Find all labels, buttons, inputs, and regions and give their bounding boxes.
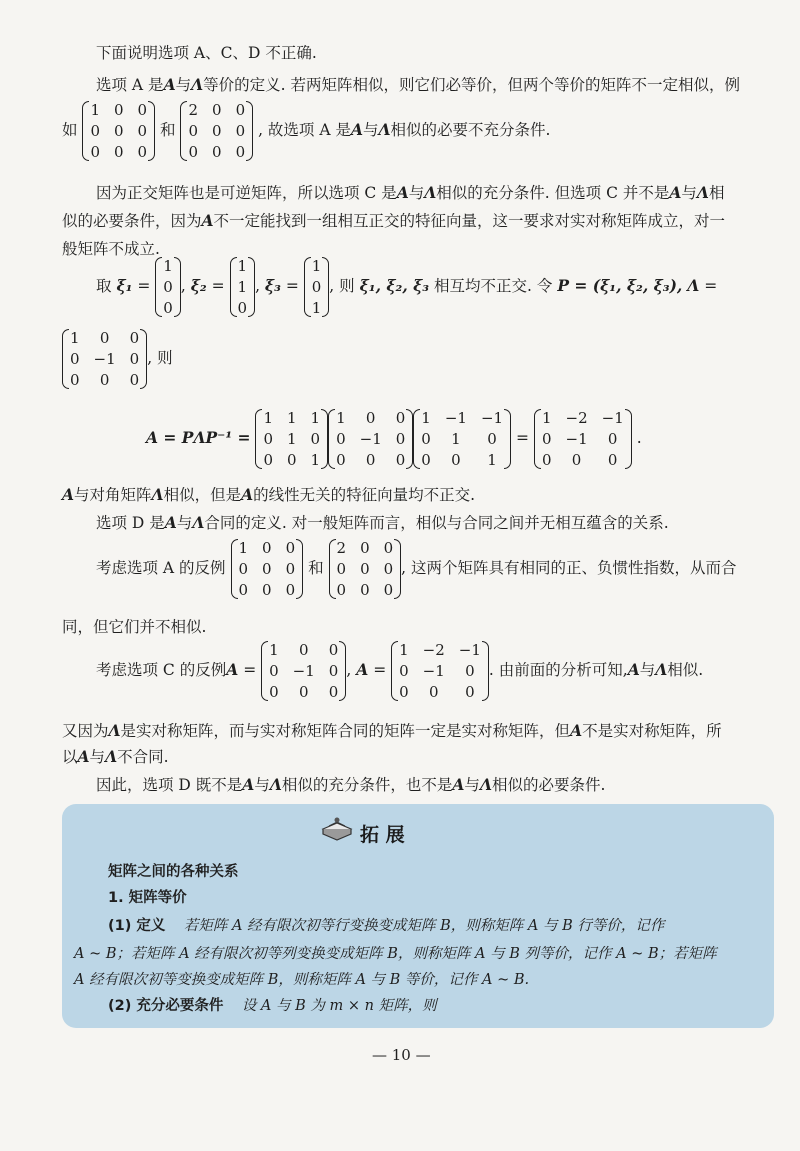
- matrix-entry: −1: [292, 662, 315, 680]
- matrix-entry: 0: [383, 581, 394, 599]
- matrix-entry: 0: [451, 451, 461, 469]
- matrix-entry: 0: [336, 581, 347, 599]
- matrix-entry: 0: [188, 143, 199, 161]
- matrix-entry: 0: [298, 641, 309, 659]
- matrix-entry: 0: [188, 122, 199, 140]
- text-line: 考虑选项 C 的反例A = 1 0 0 0 −1 0 0 0 0 , A = 1 −2 −1 0 −1 0 0 0 0 . 由前面的分析可知,A与Λ相似.: [96, 641, 704, 701]
- text-line: 如 1 0 0 0 0 0 0 0 0 和 2 0 0 0 0 0 0 0 0 , 故选项 A 是A与Λ相似的必要不充分条件.: [62, 101, 551, 161]
- book-icon: [320, 815, 354, 843]
- matrix-entry: 0: [336, 451, 346, 469]
- matrix-entry: 0: [395, 451, 406, 469]
- matrix-entry: 0: [360, 581, 370, 599]
- matrix: [328, 408, 413, 470]
- matrix-entry: 0: [263, 451, 273, 469]
- matrix-entry: 0: [311, 278, 322, 296]
- matrix-entry: 0: [285, 539, 296, 557]
- matrix-entry: 0: [262, 560, 272, 578]
- matrix-entry: 0: [541, 430, 552, 448]
- matrix-entry: 1: [310, 451, 321, 469]
- matrix-entry: −2: [422, 641, 445, 659]
- matrix-entry: 0: [212, 143, 222, 161]
- matrix-entry: 2: [336, 539, 347, 557]
- matrix: [391, 640, 489, 702]
- matrix: [255, 408, 328, 470]
- matrix-entry: 0: [399, 683, 409, 701]
- matrix-entry: 0: [238, 581, 249, 599]
- text-line: 1 0 0 0 −1 0 0 0 0 , 则: [62, 328, 173, 390]
- expansion-subheading: 1. 矩阵等价: [108, 890, 187, 906]
- expansion-title: 拓 展: [360, 824, 405, 846]
- matrix-entry: 0: [262, 581, 272, 599]
- matrix: [534, 408, 632, 470]
- text-line: 考虑选项 A 的反例 1 0 0 0 0 0 0 0 0 和 2 0 0 0 0 0 0 0 0 , 这两个矩阵具有相同的正、负惯性指数，从而合: [96, 539, 737, 599]
- matrix-entry: −1: [444, 409, 467, 427]
- matrix-entry: 0: [212, 122, 222, 140]
- matrix-entry: 1: [70, 329, 80, 347]
- matrix-entry: 1: [286, 430, 297, 448]
- matrix-entry: 0: [395, 409, 406, 427]
- matrix-entry: 1: [421, 409, 431, 427]
- matrix-entry: 0: [360, 539, 370, 557]
- matrix: [62, 328, 147, 390]
- matrix-entry: 0: [383, 560, 394, 578]
- matrix-entry: 0: [310, 430, 321, 448]
- matrix-entry: 0: [336, 560, 347, 578]
- text-line: 下面说明选项 A、C、D 不正确.: [96, 44, 317, 62]
- matrix-entry: 1: [263, 409, 273, 427]
- matrix-entry: 0: [163, 278, 173, 296]
- matrix-entry: 0: [541, 451, 552, 469]
- matrix-entry: 0: [70, 350, 80, 368]
- matrix-entry: 0: [263, 430, 273, 448]
- equation: A = PΛP⁻¹ = 1 1 1 0 1 0 0 0 1 1 0 0 0 −1 0 0 0 0 1 −1 −1 0 1 0 0 0 1 = 1 −2 −1 0 −1 0 0 0 0 .: [146, 409, 642, 469]
- matrix-entry: 0: [465, 683, 475, 701]
- text-line: A 经有限次初等变换变成矩阵 B，则称矩阵 A 与 B 等价，记作 A ~ B.: [74, 972, 530, 988]
- matrix: [82, 100, 155, 162]
- matrix-entry: 0: [395, 430, 406, 448]
- matrix-entry: 0: [235, 101, 246, 119]
- matrix-entry: 0: [212, 101, 222, 119]
- page-number: — 10 —: [372, 1046, 431, 1064]
- matrix-entry: 0: [129, 371, 140, 389]
- matrix-entry: 0: [235, 122, 246, 140]
- matrix-entry: 1: [90, 101, 100, 119]
- matrix-entry: −2: [565, 409, 588, 427]
- matrix-entry: 0: [285, 581, 296, 599]
- vector: [304, 256, 330, 318]
- text-line: 又因为Λ是实对称矩阵，而与实对称矩阵合同的矩阵一定是实对称矩阵，但A不是实对称矩阵，所: [62, 721, 722, 740]
- matrix-entry: 1: [311, 257, 322, 275]
- matrix-entry: 0: [137, 143, 148, 161]
- text-line: 同，但它们并不相似.: [62, 618, 207, 636]
- text-line: 选项 A 是A与Λ等价的定义. 若两矩阵相似，则它们必等价，但两个等价的矩阵不一定相似，例: [96, 75, 740, 94]
- matrix-entry: −1: [601, 409, 624, 427]
- matrix-entry: 0: [99, 329, 110, 347]
- matrix-entry: 0: [269, 662, 279, 680]
- matrix-entry: 0: [421, 430, 431, 448]
- matrix-entry: 0: [262, 539, 272, 557]
- matrix-entry: 1: [163, 257, 173, 275]
- matrix-entry: 0: [285, 560, 296, 578]
- matrix-entry: −1: [565, 430, 588, 448]
- matrix-entry: 1: [399, 641, 409, 659]
- matrix-entry: 0: [328, 641, 339, 659]
- matrix-entry: 0: [328, 662, 339, 680]
- matrix-entry: −1: [480, 409, 504, 427]
- matrix-entry: 0: [137, 122, 148, 140]
- matrix-entry: 1: [311, 299, 322, 317]
- text-line: 因此，选项 D 既不是A与Λ相似的充分条件，也不是A与Λ相似的必要条件.: [96, 775, 606, 794]
- matrix-entry: 0: [114, 101, 124, 119]
- matrix-entry: 0: [70, 371, 80, 389]
- matrix-entry: −1: [422, 662, 445, 680]
- matrix-entry: 0: [365, 409, 376, 427]
- matrix-entry: 0: [421, 451, 431, 469]
- matrix-entry: 0: [465, 662, 475, 680]
- matrix-entry: 0: [428, 683, 439, 701]
- matrix: [261, 640, 346, 702]
- matrix-entry: 1: [237, 278, 248, 296]
- matrix-entry: 0: [286, 451, 297, 469]
- matrix: [413, 408, 511, 470]
- text-line: A ~ B；若矩阵 A 经有限次初等列变换变成矩阵 B，则称矩阵 A 与 B 列等价，记作 A ~ B；若矩阵: [74, 946, 717, 962]
- matrix-entry: 0: [129, 329, 140, 347]
- text-line: 似的必要条件，因为A不一定能找到一组相互正交的特征向量，这一要求对实对称矩阵成立，对一: [62, 211, 726, 230]
- matrix-entry: 1: [269, 641, 279, 659]
- matrix-entry: 0: [365, 451, 376, 469]
- text-line: (1) 定义 若矩阵 A 经有限次初等行变换变成矩阵 B，则称矩阵 A 与 B 行等价，记作: [108, 918, 665, 934]
- matrix-entry: 1: [541, 409, 552, 427]
- matrix-entry: 0: [129, 350, 140, 368]
- matrix-entry: 0: [238, 560, 249, 578]
- matrix-entry: 0: [114, 122, 124, 140]
- matrix-entry: 1: [310, 409, 321, 427]
- matrix-entry: 0: [235, 143, 246, 161]
- matrix: [180, 100, 253, 162]
- matrix-entry: 0: [328, 683, 339, 701]
- matrix-entry: 0: [607, 430, 618, 448]
- matrix-entry: 0: [298, 683, 309, 701]
- matrix-entry: −1: [359, 430, 382, 448]
- matrix-entry: 0: [90, 122, 100, 140]
- matrix-entry: 0: [99, 371, 110, 389]
- text-line: (2) 充分必要条件 设 A 与 B 为 m × n 矩阵，则: [108, 998, 437, 1014]
- matrix: [329, 538, 402, 600]
- matrix: [231, 538, 304, 600]
- matrix-entry: −1: [93, 350, 116, 368]
- matrix-entry: 1: [451, 430, 461, 448]
- matrix-entry: 0: [137, 101, 148, 119]
- matrix-entry: 1: [286, 409, 297, 427]
- matrix-entry: 0: [163, 299, 173, 317]
- text-line: 因为正交矩阵也是可逆矩阵，所以选项 C 是A与Λ相似的充分条件. 但选项 C 并不是A与Λ相: [96, 183, 725, 202]
- expansion-heading: 矩阵之间的各种关系: [108, 864, 239, 880]
- text-line: 以A与Λ不合同.: [62, 747, 169, 766]
- matrix-entry: 0: [336, 430, 346, 448]
- text-line: 取 ξ₁ = 1 0 0 , ξ₂ = 1 1 0 , ξ₃ = 1 0 1 , 则 ξ₁, ξ₂, ξ₃ 相互均不正交. 令 P = (ξ₁, ξ₂, ξ₃), Λ =: [96, 257, 718, 317]
- matrix-entry: 1: [238, 539, 249, 557]
- matrix-entry: 0: [90, 143, 100, 161]
- matrix-entry: 0: [607, 451, 618, 469]
- matrix-entry: 1: [336, 409, 346, 427]
- matrix-entry: 2: [188, 101, 199, 119]
- matrix-entry: 0: [269, 683, 279, 701]
- matrix-entry: 0: [237, 299, 248, 317]
- matrix-entry: 0: [487, 430, 497, 448]
- text-line: 般矩阵不成立.: [62, 240, 160, 258]
- matrix-entry: 0: [360, 560, 370, 578]
- text-line: A与对角矩阵Λ相似，但是A的线性无关的特征向量均不正交.: [62, 485, 476, 504]
- matrix-entry: 0: [399, 662, 409, 680]
- matrix-entry: 0: [571, 451, 582, 469]
- matrix-entry: −1: [458, 641, 481, 659]
- text-line: 选项 D 是A与Λ合同的定义. 对一般矩阵而言，相似与合同之间并无相互蕴含的关系.: [96, 513, 669, 532]
- matrix-entry: 1: [237, 257, 248, 275]
- matrix-entry: 1: [487, 451, 497, 469]
- matrix-entry: 0: [114, 143, 124, 161]
- matrix-entry: 0: [383, 539, 394, 557]
- vector: [155, 256, 181, 318]
- vector: [230, 256, 256, 318]
